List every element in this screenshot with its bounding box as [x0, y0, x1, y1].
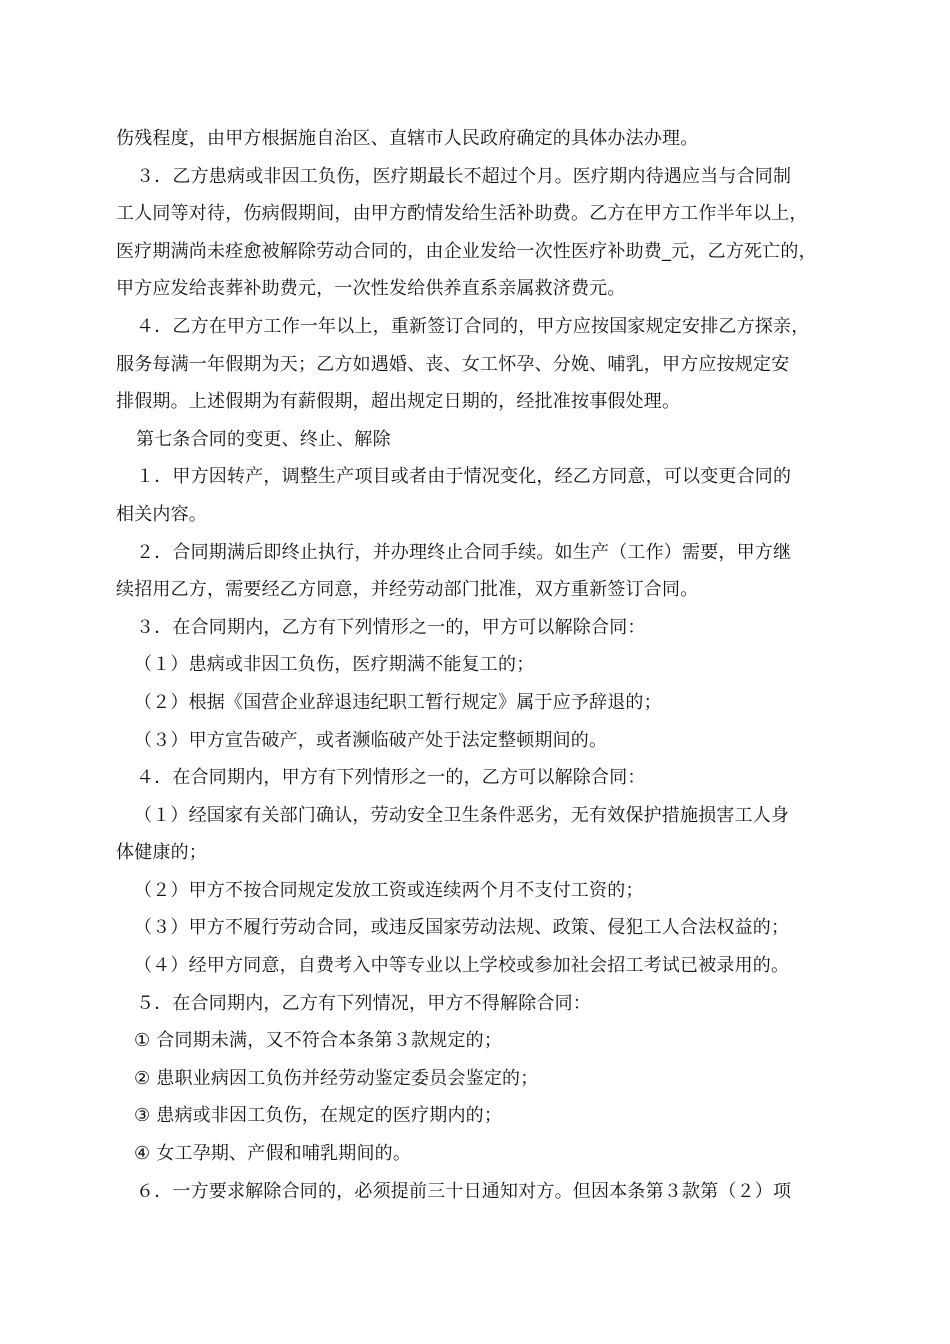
text-line: ４．乙方在甲方工作一年以上，重新签订合同的，甲方应按国家规定安排乙方探亲，	[136, 315, 810, 337]
text-line: 排假期。上述假期为有薪假期，超出规定日期的，经批准按事假处理。	[116, 391, 681, 413]
text-line: ２．合同期满后即终止执行，并办理终止合同手续。如生产（工作）需要，甲方继	[136, 541, 792, 563]
text-line: ４．在合同期内，甲方有下列情形之一的，乙方可以解除合同：	[136, 767, 646, 789]
text-line: 工人同等对待，伤病假期间，由甲方酌情发给生活补助费。乙方在甲方工作半年以上，	[116, 203, 808, 225]
list-item: （２）根据《国营企业辞退违纪职工暂行规定》属于应予辞退的；	[134, 691, 662, 713]
list-item: （３）甲方宣告破产，或者濒临破产处于法定整顿期间的。	[134, 729, 608, 751]
list-item: （１）经国家有关部门确认，劳动安全卫生条件恶劣，无有效保护措施损害工人身	[134, 804, 790, 826]
document-body	[116, 120, 846, 1210]
text-line: 体健康的；	[116, 842, 207, 864]
list-item: ② 患职业病因工负伤并经劳动鉴定委员会鉴定的；	[134, 1067, 539, 1089]
list-item: ③ 患病或非因工负伤，在规定的医疗期内的；	[134, 1105, 503, 1127]
text-line: ６．一方要求解除合同的，必须提前三十日通知对方。但因本条第３款第（２）项	[136, 1180, 792, 1202]
section-heading: 第七条合同的变更、终止、解除	[136, 428, 391, 450]
text-line: 甲方应发给丧葬补助费元，一次性发给供养直系亲属救济费元。	[116, 278, 626, 300]
text-line: １．甲方因转产，调整生产项目或者由于情况变化，经乙方同意，可以变更合同的	[136, 466, 792, 488]
list-item: （１）患病或非因工负伤，医疗期满不能复工的；	[134, 654, 535, 676]
text-line: ５．在合同期内，乙方有下列情况，甲方不得解除合同：	[136, 992, 591, 1014]
text-line: 续招用乙方，需要经乙方同意，并经劳动部门批准，双方重新签订合同。	[116, 579, 699, 601]
text-line: 医疗期满尚未痊愈被解除劳动合同的，由企业发给一次性医疗补助费_元，乙方死亡的，	[116, 240, 817, 262]
list-item: （３）甲方不履行劳动合同，或违反国家劳动法规、政策、侵犯工人合法权益的；	[134, 917, 790, 939]
text-line: 相关内容。	[116, 503, 207, 525]
list-item: ① 合同期未满，又不符合本条第３款规定的；	[134, 1030, 503, 1052]
text-line: ３．乙方患病或非因工负伤，医疗期最长不超过个月。医疗期内待遇应当与合同制	[136, 165, 792, 187]
list-item: ④ 女工孕期、产假和哺乳期间的。	[134, 1143, 412, 1165]
text-line: 伤残程度，由甲方根据施自治区、直辖市人民政府确定的具体办法办理。	[116, 128, 699, 149]
text-line: 服务每满一年假期为天；乙方如遇婚、丧、女工怀孕、分娩、哺乳，甲方应按规定安	[116, 353, 790, 375]
text-line: ３．在合同期内，乙方有下列情形之一的，甲方可以解除合同：	[136, 616, 646, 638]
list-item: （２）甲方不按合同规定发放工资或连续两个月不支付工资的；	[134, 879, 644, 901]
list-item: （４）经甲方同意，自费考入中等专业以上学校或参加社会招工考试已被录用的。	[134, 955, 790, 977]
